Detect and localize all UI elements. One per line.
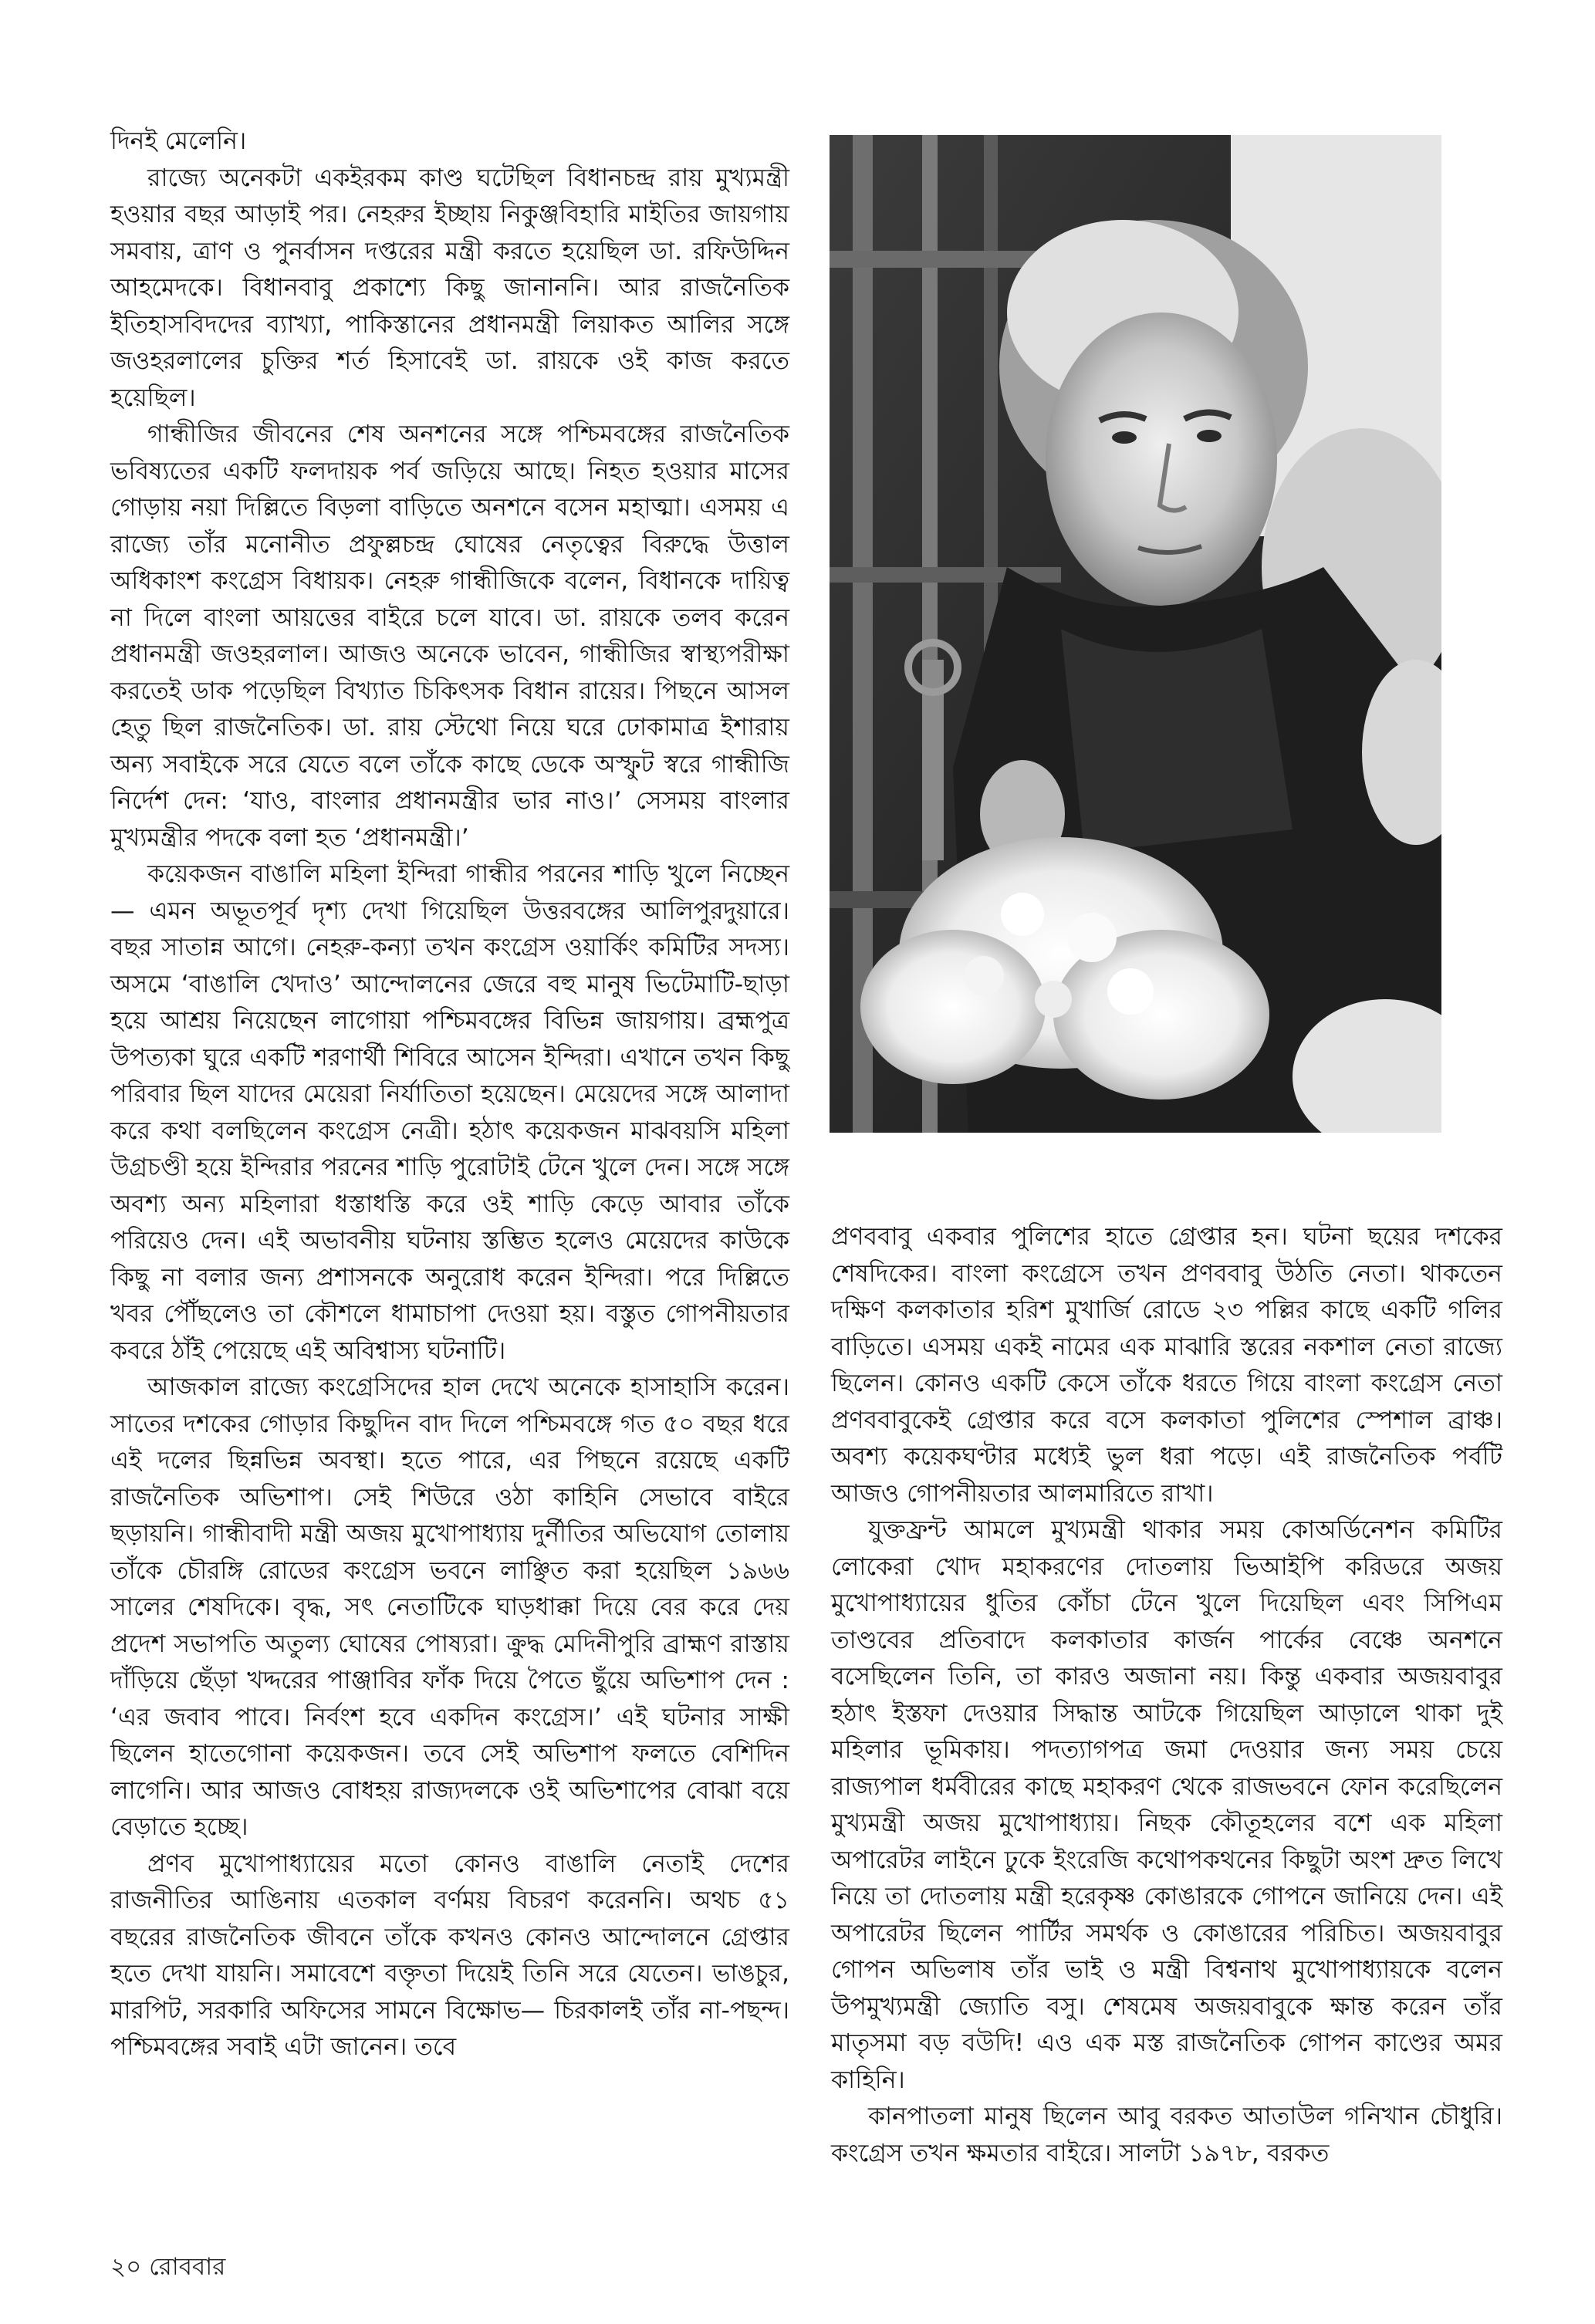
- article-paragraph: গান্ধীজির জীবনের শেষ অনশনের সঙ্গে পশ্চিমবঙ্গের রাজনৈতিক ভবিষ্যতের একটি ফলদায়ক পর্ব জড়িয়ে আছে। নিহত হওয়ার মাসের গোড়ায় নয়া দিল্লিতে বিড়লা বাড়িতে অনশনে বসেন মহাত্মা। এসময় এ রাজ্যে তাঁর মনোনীত প্রফুল্লচন্দ্র ঘোষের নেতৃত্বের বিরুদ্ধে উত্তাল অধিকাংশ কংগ্রেস বিধায়ক। নেহরু গান্ধীজিকে বলেন, বিধানকে দায়িত্ব না দিলে বাংলা আয়ত্তের বাইরে চলে যাবে। ডা. রায়কে তলব করেন প্রধানমন্ত্রী জওহরলাল। আজও অনেকে ভাবেন, গান্ধীজির স্বাস্থ্যপরীক্ষা করতেই ডাক পড়েছিল বিখ্যাত চিকিৎসক বিধান রায়ের। পিছনে আসল হেতু ছিল রাজনৈতিক। ডা. রায় স্টেথো নিয়ে ঘরে ঢোকামাত্র ইশারায় অন্য সবাইকে সরে যেতে বলে তাঁকে কাছে ডেকে অস্ফুট স্বরে গান্ধীজি নির্দেশ দেন: ‘যাও, বাংলার প্রধানমন্ত্রীর ভার নাও।’ সেসময় বাংলার মুখ্যমন্ত্রীর পদকে বলা হত ‘প্রধানমন্ত্রী।’: [110, 421, 789, 852]
- article-paragraph: কয়েকজন বাঙালি মহিলা ইন্দিরা গান্ধীর পরনের শাড়ি খুলে নিচ্ছেন— এমন অভূতপূর্ব দৃশ্য দেখা গিয়েছিল উত্তরবঙ্গের আলিপুরদুয়ারে। বছর সাতান্ন আগে। নেহরু-কন্যা তখন কংগ্রেস ওয়ার্কিং কমিটির সদস্য। অসমে ‘বাঙালি খেদাও’ আন্দোলনের জেরে বহু মানুষ ভিটেমাটি-ছাড়া হয়ে আশ্রয় নিয়েছেন লাগোয়া পশ্চিমবঙ্গের বিভিন্ন জায়গায়। ব্রহ্মপুত্র উপত্যকা ঘুরে একটি শরণার্থী শিবিরে আসেন ইন্দিরা। এখানে তখন কিছু পরিবার ছিল যাদের মেয়েরা নির্যাতিতা হয়েছেন। মেয়েদের সঙ্গে আলাদা করে কথা বলছিলেন কংগ্রেস নেত্রী। হঠাৎ কয়েকজন মাঝবয়সি মহিলা উগ্রচণ্ডী হয়ে ইন্দিরার পরনের শাড়ি পুরোটাই টেনে খুলে দেন। সঙ্গে সঙ্গে অবশ্য অন্য মহিলারা ধস্তাধস্তি করে ওই শাড়ি কেড়ে আবার তাঁকে পরিয়েও দেন। এই অভাবনীয় ঘটনায় স্তম্ভিত হলেও মেয়েদের কাউকে কিছু না বলার জন্য প্রশাসনকে অনুরোধ করেন ইন্দিরা। পরে দিল্লিতে খবর পৌঁছলেও তা কৌশলে ধামাচাপা দেওয়া হয়। বস্তুত গোপনীয়তার কবরে ঠাঁই পেয়েছে এই অবিশ্বাস্য ঘটনাটি।: [110, 860, 789, 1365]
- article-paragraph: দিনই মেলেনি।: [110, 127, 247, 155]
- article-column-right: [831, 1219, 1502, 2172]
- article-column-left: [110, 123, 789, 2066]
- article-paragraph: রাজ্যে অনেকটা একইরকম কাণ্ড ঘটেছিল বিধানচন্দ্র রায় মুখ্যমন্ত্রী হওয়ার বছর আড়াই পর। নেহরুর ইচ্ছায় নিকুঞ্জবিহারি মাইতির জায়গায় সমবায়, ত্রাণ ও পুনর্বাসন দপ্তরের মন্ত্রী করতে হয়েছিল ডা. রফিউদ্দিন আহমেদকে। বিধানবাবু প্রকাশ্যে কিছু জানাননি। আর রাজনৈতিক ইতিহাসবিদদের ব্যাখ্যা, পাকিস্তানের প্রধানমন্ত্রী লিয়াকত আলির সঙ্গে জওহরলালের চুক্তির শর্ত হিসাবেই ডা. রায়কে ওই কাজ করতে হয়েছিল।: [110, 164, 789, 412]
- article-photo: [830, 135, 1441, 1133]
- photo-illustration-icon: [830, 135, 1441, 1133]
- article-paragraph: যুক্তফ্রন্ট আমলে মুখ্যমন্ত্রী থাকার সময় কোঅর্ডিনেশন কমিটির লোকেরা খোদ মহাকরণের দোতলায় ভিআইপি করিডরে অজয় মুখোপাধ্যায়ের ধুতির কোঁচা টেনে খুলে দিয়েছিল এবং সিপিএম তাণ্ডবের প্রতিবাদে কলকাতার কার্জন পার্কের বেঞ্চে অনশনে বসেছিলেন তিনি, তা কারও অজানা নয়। কিন্তু একবার অজয়বাবুর হঠাৎ ইস্তফা দেওয়ার সিদ্ধান্ত আটকে গিয়েছিল আড়ালে থাকা দুই মহিলার ভূমিকায়। পদত্যাগপত্র জমা দেওয়ার জন্য সময় চেয়ে রাজ্যপাল ধর্মবীরের কাছে মহাকরণ থেকে রাজভবনে ফোন করেছিলেন মুখ্যমন্ত্রী অজয় মুখোপাধ্যায়। নিছক কৌতূহলের বশে এক মহিলা অপারেটর লাইনে ঢুকে ইংরেজি কথোপকথনের কিছুটা অংশ দ্রুত লিখে নিয়ে তা দোতলায় মন্ত্রী হরেকৃষ্ণ কোঙারকে গোপনে জানিয়ে দেন। এই অপারেটর ছিলেন পার্টির সমর্থক ও কোঙারের পরিচিত। অজয়বাবুর গোপন অভিলাষ তাঁর ভাই ও মন্ত্রী বিশ্বনাথ মুখোপাধ্যায়কে বলেন উপমুখ্যমন্ত্রী জ্যোতি বসু। শেষমেষ অজয়বাবুকে ক্ষান্ত করেন তাঁর মাতৃসমা বড় বউদি! এও এক মস্ত রাজনৈতিক গোপন কাণ্ডের অমর কাহিনি।: [831, 1516, 1502, 2094]
- page-number-footer: ২০ রোববার: [110, 2253, 226, 2281]
- article-paragraph: প্রণববাবু একবার পুলিশের হাতে গ্রেপ্তার হন। ঘটনা ছয়ের দশকের শেষদিকের। বাংলা কংগ্রেসে তখন প্রণববাবু উঠতি নেতা। থাকতেন দক্ষিণ কলকাতার হরিশ মুখার্জি রোডে ২৩ পল্লির কাছে একটি গলির বাড়িতে। এসময় একই নামের এক মাঝারি স্তরের নকশাল নেতা রাজ্যে ছিলেন। কোনও একটি কেসে তাঁকে ধরতে গিয়ে বাংলা কংগ্রেস নেতা প্রণববাবুকেই গ্রেপ্তার করে বসে কলকাতা পুলিশের স্পেশাল ব্রাঞ্চ। অবশ্য কয়েকঘণ্টার মধ্যেই ভুল ধরা পড়ে। এই রাজনৈতিক পর্বটি আজও গোপনীয়তার আলমারিতে রাখা।: [831, 1223, 1502, 1508]
- article-paragraph: কানপাতলা মানুষ ছিলেন আবু বরকত আতাউল গনিখান চৌধুরি। কংগ্রেস তখন ক্ষমতার বাইরে। সালটা ১৯৭৮, বরকত: [831, 2103, 1502, 2167]
- article-paragraph: আজকাল রাজ্যে কংগ্রেসিদের হাল দেখে অনেকে হাসাহাসি করেন। সাতের দশকের গোড়ার কিছুদিন বাদ দিলে পশ্চিমবঙ্গে গত ৫০ বছর ধরে এই দলের ছিন্নভিন্ন অবস্থা। হতে পারে, এর পিছনে রয়েছে একটি রাজনৈতিক অভিশাপ। সেই শিউরে ওঠা কাহিনি সেভাবে বাইরে ছড়ায়নি। গান্ধীবাদী মন্ত্রী অজয় মুখোপাধ্যায় দুর্নীতির অভিযোগ তোলায় তাঁকে চৌরঙ্গি রোডের কংগ্রেস ভবনে লাঞ্ছিত করা হয়েছিল ১৯৬৬ সালের শেষদিকে। বৃদ্ধ, সৎ নেতাটিকে ঘাড়ধাক্কা দিয়ে বের করে দেয় প্রদেশ সভাপতি অতুল্য ঘোষের পোষ্যরা। ক্রুদ্ধ মেদিনীপুরি ব্রাহ্মণ রাস্তায় দাঁড়িয়ে ছেঁড়া খদ্দরের পাঞ্জাবির ফাঁক দিয়ে পৈতে ছুঁয়ে অভিশাপ দেন : ‘এর জবাব পাবে। নির্বংশ হবে একদিন কংগ্রেস।’ এই ঘটনার সাক্ষী ছিলেন হাতেগোনা কয়েকজন। তবে সেই অভিশাপ ফলতে বেশিদিন লাগেনি। আর আজও বোধহয় রাজ্যদলকে ওই অভিশাপের বোঝা বয়ে বেড়াতে হচ্ছে।: [110, 1373, 789, 1841]
- article-paragraph: প্রণব মুখোপাধ্যায়ের মতো কোনও বাঙালি নেতাই দেশের রাজনীতির আঙিনায় এতকাল বর্ণময় বিচরণ করেননি। অথচ ৫১ বছরের রাজনৈতিক জীবনে তাঁকে কখনও কোনও আন্দোলনে গ্রেপ্তার হতে দেখা যায়নি। সমাবেশে বক্তৃতা দিয়েই তিনি সরে যেতেন। ভাঙচুর, মারপিট, সরকারি অফিসের সামনে বিক্ষোভ— চিরকালই তাঁর না-পছন্দ। পশ্চিমবঙ্গের সবাই এটা জানেন। তবে: [110, 1849, 789, 2061]
